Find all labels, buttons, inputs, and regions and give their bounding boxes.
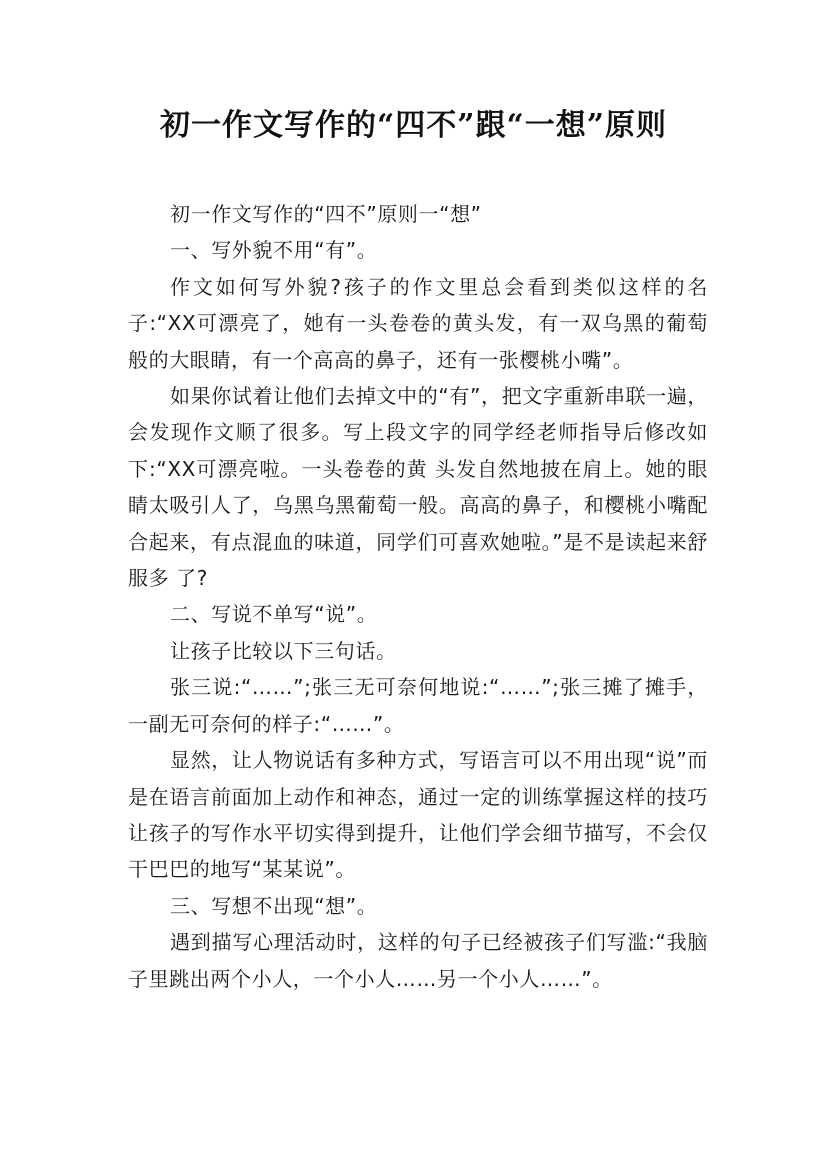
heading-appearance: 一、写外貌不用“有”。: [170, 238, 378, 263]
heading-thought: 三、写想不出现“想”。: [170, 893, 378, 918]
document-body: [128, 196, 708, 997]
paragraph-appearance-revision: 如果你试着让他们去掉文中的“有”，把文字重新串联一遍，会发现作文顺了很多。写上段文字的同学经老师指导后修改如下:“XX可漂亮啦。一头卷卷的黄 头发自然地披在肩上。她的眼睛太吸引人了，乌黑乌黑葡萄一般。高高的鼻子，和樱桃小嘴配合起来，有点混血的味道，同学们可喜欢她啦。”是不是读起来舒服多 了?: [128, 384, 708, 591]
paragraph-thought-example: 遇到描写心理活动时，这样的句子已经被孩子们写滥:“我脑子里跳出两个小人，一个小人……另一个小人……”。: [128, 930, 708, 991]
paragraph-appearance-example: 作文如何写外貌?孩子的作文里总会看到类似这样的名子:“XX可漂亮了，她有一头卷卷的黄头发，有一双乌黑的葡萄般的大眼睛，有一个高高的鼻子，还有一张樱桃小嘴”。: [128, 274, 708, 372]
paragraph-speech-intro: 让孩子比较以下三句话。: [170, 638, 397, 663]
paragraph-speech-examples: 张三说:“……”;张三无可奈何地说:“……”;张三摊了摊手，一副无可奈何的样子:“……”。: [128, 675, 708, 736]
paragraph-subtitle: 初一作文写作的“四不”原则一“想”: [170, 202, 482, 226]
paragraph-speech-explanation: 显然，让人物说话有多种方式，写语言可以不用出现“说”而是在语言前面加上动作和神态，通过一定的训练掌握这样的技巧让孩子的写作水平切实得到提升，让他们学会细节描写，不会仅干巴巴的地写“某某说”。: [128, 748, 708, 882]
heading-speech: 二、写说不单写“说”。: [170, 602, 378, 627]
document-title: 初一作文写作的“四不”跟“一想”原则: [159, 108, 668, 143]
